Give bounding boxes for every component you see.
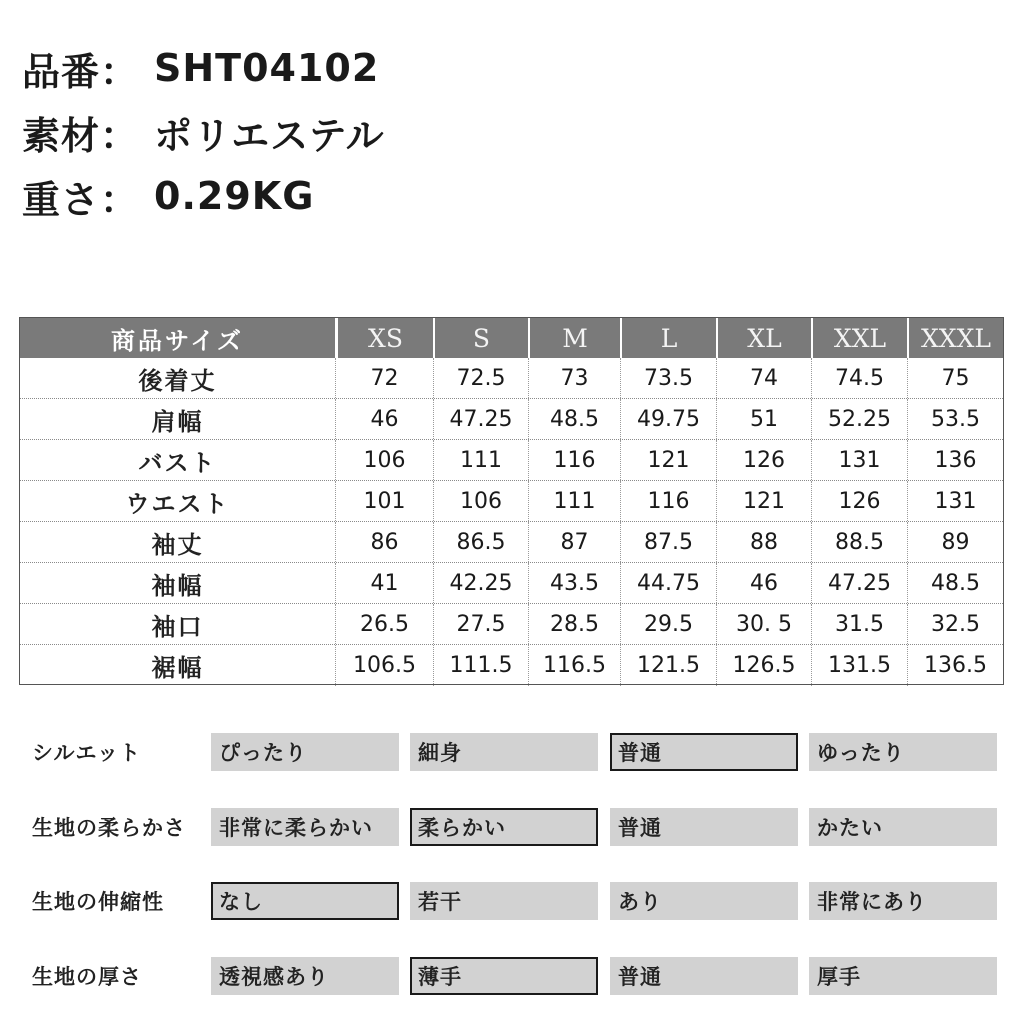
attribute-option: 非常にあり: [809, 882, 997, 920]
table-cell: 31.5: [811, 604, 907, 644]
table-cell: 88.5: [811, 522, 907, 562]
attribute-row: [0, 882, 1024, 920]
table-row-label: 肩幅: [151, 407, 204, 436]
table-cell: 75: [907, 358, 1003, 398]
table-cell: 116: [620, 481, 716, 521]
size-table: [19, 317, 1004, 685]
table-row: [20, 440, 1003, 481]
table-cell: 26.5: [335, 604, 433, 644]
attribute-option: 透視感あり: [211, 957, 399, 995]
table-cell: 101: [335, 481, 433, 521]
table-cell: 74.5: [811, 358, 907, 398]
table-cell: 48.5: [528, 399, 620, 439]
table-cell: 136: [907, 440, 1003, 480]
size-header-xs: XS: [335, 318, 433, 358]
spec-value: ポリエステル: [154, 113, 385, 158]
table-cell: 73.5: [620, 358, 716, 398]
table-cell: 121: [620, 440, 716, 480]
table-cell: 47.25: [811, 563, 907, 603]
attribute-option: 厚手: [809, 957, 997, 995]
table-cell: 106.5: [335, 645, 433, 686]
table-cell: 72.5: [433, 358, 528, 398]
table-cell: 47.25: [433, 399, 528, 439]
table-row-label: 袖幅: [151, 571, 204, 600]
attribute-option-selected: 柔らかい: [410, 808, 598, 846]
attribute-label: 生地の柔らかさ: [32, 816, 186, 840]
table-cell: 87.5: [620, 522, 716, 562]
table-cell: 52.25: [811, 399, 907, 439]
table-cell: 32.5: [907, 604, 1003, 644]
table-row-label: 袖口: [151, 612, 204, 641]
table-row: [20, 358, 1003, 399]
attribute-option: あり: [610, 882, 798, 920]
table-cell: 88: [716, 522, 811, 562]
spec-label: 素材：: [22, 113, 140, 158]
attribute-row: [0, 957, 1024, 995]
attribute-option-selected: 普通: [610, 733, 798, 771]
table-row: [20, 522, 1003, 563]
attribute-label: 生地の伸縮性: [32, 890, 164, 914]
table-cell: 86: [335, 522, 433, 562]
spec-value: 0.29KG: [154, 174, 315, 218]
table-cell: 126: [811, 481, 907, 521]
table-cell: 131: [811, 440, 907, 480]
size-header-l: L: [620, 318, 716, 358]
table-cell: 126.5: [716, 645, 811, 686]
table-cell: 116: [528, 440, 620, 480]
table-row: [20, 563, 1003, 604]
spec-product-number: [22, 40, 379, 96]
table-row-label: 袖丈: [151, 530, 204, 559]
table-cell: 44.75: [620, 563, 716, 603]
attribute-option: 普通: [610, 808, 798, 846]
table-cell: 131.5: [811, 645, 907, 686]
table-cell: 48.5: [907, 563, 1003, 603]
size-header-xxxl: XXXL: [907, 318, 1003, 358]
table-row: [20, 604, 1003, 645]
spec-material: [22, 104, 385, 160]
size-header-xxl: XXL: [811, 318, 907, 358]
table-cell: 116.5: [528, 645, 620, 686]
size-header-xl: XL: [716, 318, 811, 358]
spec-label: 重さ：: [22, 177, 140, 222]
size-header-s: S: [433, 318, 528, 358]
table-cell: 30. 5: [716, 604, 811, 644]
table-cell: 29.5: [620, 604, 716, 644]
spec-weight: [22, 168, 314, 224]
attribute-option-selected: なし: [211, 882, 399, 920]
table-cell: 51: [716, 399, 811, 439]
table-row: [20, 645, 1003, 686]
table-cell: 131: [907, 481, 1003, 521]
table-cell: 87: [528, 522, 620, 562]
table-row-label: バスト: [138, 448, 217, 477]
table-cell: 111: [528, 481, 620, 521]
table-cell: 72: [335, 358, 433, 398]
table-cell: 41: [335, 563, 433, 603]
table-cell: 28.5: [528, 604, 620, 644]
table-row-label: 後着丈: [138, 366, 217, 395]
table-cell: 73: [528, 358, 620, 398]
table-cell: 42.25: [433, 563, 528, 603]
attribute-option: かたい: [809, 808, 997, 846]
table-row: [20, 399, 1003, 440]
table-cell: 49.75: [620, 399, 716, 439]
table-cell: 74: [716, 358, 811, 398]
attribute-row: [0, 808, 1024, 846]
attribute-option: 若干: [410, 882, 598, 920]
table-row: [20, 481, 1003, 522]
attribute-option: ゆったり: [809, 733, 997, 771]
table-row-label: ウエスト: [125, 489, 230, 518]
table-cell: 53.5: [907, 399, 1003, 439]
table-cell: 121.5: [620, 645, 716, 686]
attribute-option: 細身: [410, 733, 598, 771]
attribute-option: 普通: [610, 957, 798, 995]
attribute-option: ぴったり: [211, 733, 399, 771]
table-cell: 106: [335, 440, 433, 480]
table-cell: 86.5: [433, 522, 528, 562]
table-row-label: 裾幅: [151, 654, 204, 682]
table-cell: 136.5: [907, 645, 1003, 686]
table-cell: 106: [433, 481, 528, 521]
size-table-header: [20, 318, 1003, 358]
table-cell: 43.5: [528, 563, 620, 603]
attribute-label: 生地の厚さ: [32, 965, 142, 989]
table-cell: 121: [716, 481, 811, 521]
attribute-option: 非常に柔らかい: [211, 808, 399, 846]
attribute-label: シルエット: [32, 741, 142, 765]
table-cell: 111: [433, 440, 528, 480]
spec-label: 品番：: [22, 49, 140, 94]
table-cell: 46: [335, 399, 433, 439]
table-cell: 89: [907, 522, 1003, 562]
table-cell: 126: [716, 440, 811, 480]
size-header-m: M: [528, 318, 620, 358]
attribute-row: [0, 733, 1024, 771]
attribute-option-selected: 薄手: [410, 957, 598, 995]
spec-value: SHT04102: [154, 46, 380, 90]
table-cell: 27.5: [433, 604, 528, 644]
table-cell: 111.5: [433, 645, 528, 686]
size-table-header-label: 商品サイズ: [110, 326, 245, 355]
table-cell: 46: [716, 563, 811, 603]
